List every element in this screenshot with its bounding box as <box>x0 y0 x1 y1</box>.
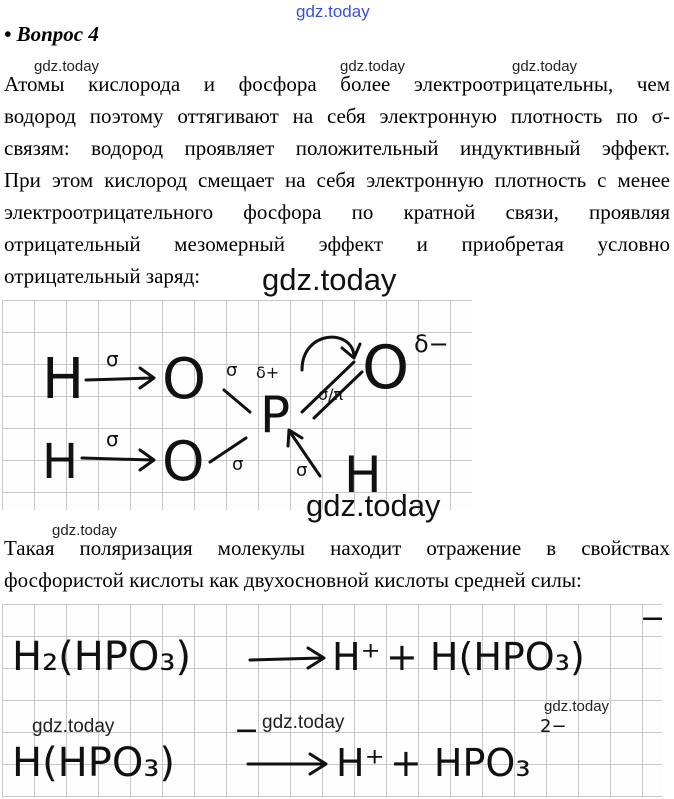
bond-label: σ <box>106 427 119 451</box>
text-line: фосфористой кислоты как двухосновной кислоты средней силы: <box>4 568 582 592</box>
atom-label: P <box>260 386 291 444</box>
text-line: При этом кислород смещает на себя электронную плотность с менее <box>4 168 670 192</box>
charge: − <box>234 713 260 748</box>
atom-label: O <box>162 430 205 493</box>
equation-lhs: H(HPO₃) <box>12 740 176 786</box>
conclusion-paragraph <box>4 532 670 596</box>
mesomeric-arrow <box>302 337 354 370</box>
watermark: gdz.today <box>544 698 610 715</box>
equation-lhs: H₂(HPO₃) <box>12 634 192 680</box>
explanation-paragraph <box>4 68 670 292</box>
text-line: отрицательный мезомерный эффект и приобретая условно <box>4 232 670 256</box>
text-line: отрицательный заряд: <box>4 264 201 288</box>
anion: + H(HPO₃) <box>386 635 585 679</box>
atom-label: O <box>162 347 207 412</box>
charge: − <box>640 601 666 636</box>
watermark: gdz.today <box>512 58 578 75</box>
text-line: Такая поляризация молекулы находит отражение в свойствах <box>4 536 670 560</box>
watermark: gdz.today <box>52 522 118 539</box>
partial-charge: δ− <box>414 330 449 358</box>
text-line: электроотрицательного фосфора по кратной связи, проявляя <box>4 200 670 224</box>
cation: H⁺ <box>332 635 381 679</box>
watermark: gdz.today <box>34 58 100 75</box>
bond-arrow <box>86 378 152 380</box>
atom-label: H <box>42 347 85 412</box>
bond-label: σ <box>296 460 308 481</box>
watermark-top: gdz.today <box>296 2 370 21</box>
bond-label: σ/π <box>318 385 344 404</box>
anion: + HPO₃ <box>390 741 531 785</box>
watermark: gdz.today <box>262 262 397 297</box>
bond-label: σ <box>232 454 244 475</box>
partial-charge: δ+ <box>256 363 280 382</box>
question-heading: • Вопрос 4 <box>4 22 99 46</box>
watermark: gdz.today <box>262 712 345 733</box>
atom-label: H <box>42 434 79 490</box>
watermark: gdz.today <box>306 488 441 523</box>
charge: 2− <box>540 716 567 737</box>
watermark: gdz.today <box>340 58 406 75</box>
atom-label: O <box>362 333 410 403</box>
reaction-arrow <box>250 658 322 660</box>
bond-arrow <box>82 458 152 460</box>
cation: H⁺ <box>336 741 385 785</box>
text-line: Атомы кислорода и фосфора более электроотрицательны, чем <box>4 72 670 96</box>
text-line: водород поэтому оттягивают на себя электронную плотность по σ- <box>4 104 670 128</box>
structure-drawing <box>2 300 472 510</box>
atom-label: H <box>344 446 382 504</box>
bond-line <box>224 390 250 412</box>
bond-label: σ <box>106 347 119 371</box>
structure-diagram <box>2 300 472 510</box>
watermark: gdz.today <box>32 716 115 737</box>
bond-label: σ <box>226 360 238 381</box>
text-line: связям: водород проявляет положительный индуктивный эффект. <box>4 136 670 160</box>
